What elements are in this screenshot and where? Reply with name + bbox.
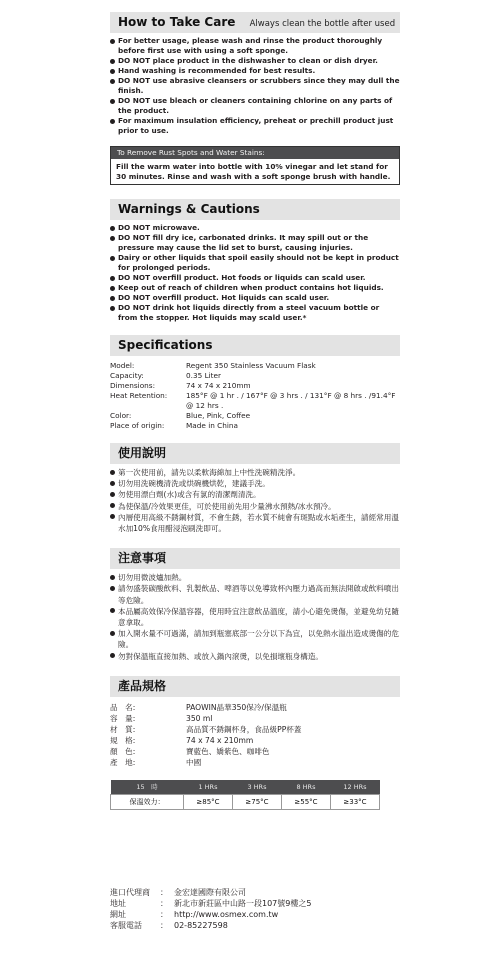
rust-text: Fill the warm water into bottle with 10% vinegar and let stand for 30 minutes. Rinse and wash with a soft sponge brush with handle. [116,162,391,181]
spec-row [110,391,400,411]
importer-row: 客服電話 ： 02-85227598 [110,921,228,930]
usage-zh-section [110,443,400,534]
importer-info [110,887,311,931]
retention-header-cell: 8 HRs [281,780,330,795]
spec-row [110,735,400,746]
retention-header-cell: 3 HRs [232,780,281,795]
specs-heading [110,335,400,356]
spec-label: 品 名: [110,702,136,712]
spec-row [110,724,400,735]
importer-value: 新北市新莊區中山路一段107號9樓之5 [174,899,312,908]
spec-value: 0.35 Liter [186,371,222,380]
list-item: 為使保溫/冷效果更佳，可於使用前先用少量沸水預熱/冰水預冷。 [110,501,400,512]
list-item: DO NOT overfill product. Hot foods or liquids can scald user. [110,273,400,283]
spec-label: Capacity: [110,371,144,380]
website-link[interactable]: http://www.osmex.com.tw [174,910,279,919]
spec-row [110,381,400,391]
spec-value: 74 x 74 x 210mm [186,735,254,745]
list-item: DO NOT drink hot liquids directly from a steel vacuum bottle or from the stopper. Hot liquids may scald user.* [110,303,400,323]
importer-label: 客服電話 [110,921,142,930]
list-item: DO NOT microwave. [110,223,400,233]
retention-value-cell: ≥55°C [281,794,330,809]
spec-row [110,411,400,421]
list-item: 加入開水量不可過滿，請加到瓶塞底部一公分以下為宜，以免熱水溢出造成燙傷的危險。 [110,628,400,650]
retention-header-cell: 15 時 [111,780,184,795]
product-zh-heading [110,676,400,697]
spec-row [110,421,400,431]
retention-value-cell: ≥75°C [232,794,281,809]
list-item: 切勿用洗碗機清洗或烘碗機烘乾，建議手洗。 [110,478,400,489]
spec-value: Regent 350 Stainless Vacuum Flask [186,361,316,370]
care-heading [110,12,400,33]
spec-label: 產 地: [110,757,136,767]
specs-title: Specifications [118,338,213,352]
list-item: Hand washing is recommended for best results. [110,66,400,76]
cautions-zh-title: 注意事項 [118,551,167,566]
importer-row: 地址 ： 新北市新莊區中山路一段107號9樓之5 [110,899,312,908]
rust-title: To Remove Rust Spots and Water Stains: [111,147,399,159]
importer-label: 地址 [110,899,126,908]
spec-value: 185°F @ 1 hr . / 167°F @ 3 hrs . / 131°F @ 8 hrs . /91.4°F @ 12 hrs . [186,391,396,410]
list-item: 請勿盛裝碳酸飲料、乳製飲品、啤酒等以免導致杯內壓力過高而無法開啟或飲料噴出等危險。 [110,583,400,605]
spec-label: Heat Retention: [110,391,168,400]
spec-row [110,746,400,757]
care-note: Always clean the bottle after used [249,19,396,29]
spec-label: Dimensions: [110,381,156,390]
warnings-title: Warnings & Cautions [118,202,260,216]
retention-header-row [111,780,380,795]
usage-zh-list [110,467,400,534]
list-item: DO NOT fill dry ice, carbonated drinks. It may spill out or the pressure may cause the lid set to burst, causing injuries. [110,233,400,253]
spec-label: Color: [110,411,132,420]
importer-row: 進口代理商 ： 金宏達國際有限公司 [110,888,246,897]
list-item: DO NOT place product in the dishwasher to clean or dish dryer. [110,56,400,66]
specs-table [110,361,400,431]
list-item: DO NOT use bleach or cleaners containing chlorine on any parts of the product. [110,96,400,116]
retention-value-row [111,794,380,809]
retention-table [110,780,380,810]
warnings-list [110,223,400,323]
cautions-zh-list [110,572,400,662]
warnings-section [110,199,400,323]
retention-header-cell: 1 HRs [183,780,232,795]
list-item: DO NOT overfill product. Hot liquids can scald user. [110,293,400,303]
spec-label: 規 格: [110,735,136,745]
spec-value: Made in China [186,421,239,430]
spec-row [110,757,400,768]
spec-row [110,702,400,713]
list-item: DO NOT use abrasive cleansers or scrubbers since they may dull the finish. [110,76,400,96]
warnings-heading [110,199,400,220]
spec-value: 高品質不銹鋼杯身，食品級PP杯蓋 [186,724,302,734]
spec-value: PAOWIN晶華350保冷/保溫瓶 [186,702,287,712]
spec-value: 寶藍色、嬌紫色、咖啡色 [186,746,270,756]
list-item: 內層使用高級不銹鋼材質，不會生銹，若水質不純會有斑點或水垢產生，請經常用溫水加10%食用醋浸泡刷洗即可。 [110,512,400,534]
spec-value: 中國 [186,757,202,767]
list-item: Keep out of reach of children when product contains hot liquids. [110,283,400,293]
list-item: 本品屬高效保冷保溫容器，使用時宜注意飲品溫度，請小心避免燙傷，並避免幼兒隨意拿取。 [110,606,400,628]
spec-label: 顏 色: [110,746,136,756]
cautions-zh-heading [110,548,400,569]
spec-label: Place of origin: [110,421,165,430]
list-item: For maximum insulation efficiency, preheat or prechill product just prior to use. [110,116,400,136]
spec-row [110,361,400,371]
care-instructions-page [110,12,400,810]
importer-label: 網址 [110,910,126,919]
list-item: For better usage, please wash and rinse the product thoroughly before first use with using a soft sponge. [110,36,400,56]
usage-zh-heading [110,443,400,464]
retention-value-cell: ≥85°C [183,794,232,809]
spec-row [110,713,400,724]
retention-value-cell: 保溫效力： [111,794,184,809]
list-item: 勿使用漂白劑(水)或含有氯的清潔劑清洗。 [110,489,400,500]
list-item: 勿對保溫瓶直接加熱、或放入鍋內滾燙，以免損壞瓶身構造。 [110,651,400,662]
list-item: 切勿用微波爐加熱。 [110,572,400,583]
usage-zh-title: 使用說明 [118,446,167,460]
product-zh-title: 產品規格 [118,678,167,693]
retention-value-cell: ≥33°C [330,794,379,809]
spec-value: 74 x 74 x 210mm [186,381,251,390]
care-section [110,12,400,185]
care-list [110,36,400,136]
list-item: 第一次使用前，請先以柔軟海綿加上中性洗碗精洗淨。 [110,467,400,478]
spec-label: 容 量: [110,713,136,723]
rust-box [110,146,400,185]
importer-label: 進口代理商 [110,888,150,897]
retention-header-cell: 12 HRs [330,780,379,795]
product-zh-table [110,702,400,768]
specs-section [110,335,400,431]
spec-label: 材 質: [110,724,136,734]
spec-value: 350 ml [186,713,213,723]
importer-value: 金宏達國際有限公司 [174,888,246,897]
spec-row [110,371,400,381]
cautions-zh-section [110,548,400,662]
list-item: Dairy or other liquids that spoil easily should not be kept in product for prolonged periods. [110,253,400,273]
product-zh-section [110,676,400,810]
importer-row: 網址 ： http://www.osmex.com.tw [110,910,279,919]
care-title: How to Take Care [118,15,236,29]
spec-label: Model: [110,361,135,370]
importer-value: 02-85227598 [174,921,228,930]
spec-value: Blue, Pink, Coffee [186,411,251,420]
